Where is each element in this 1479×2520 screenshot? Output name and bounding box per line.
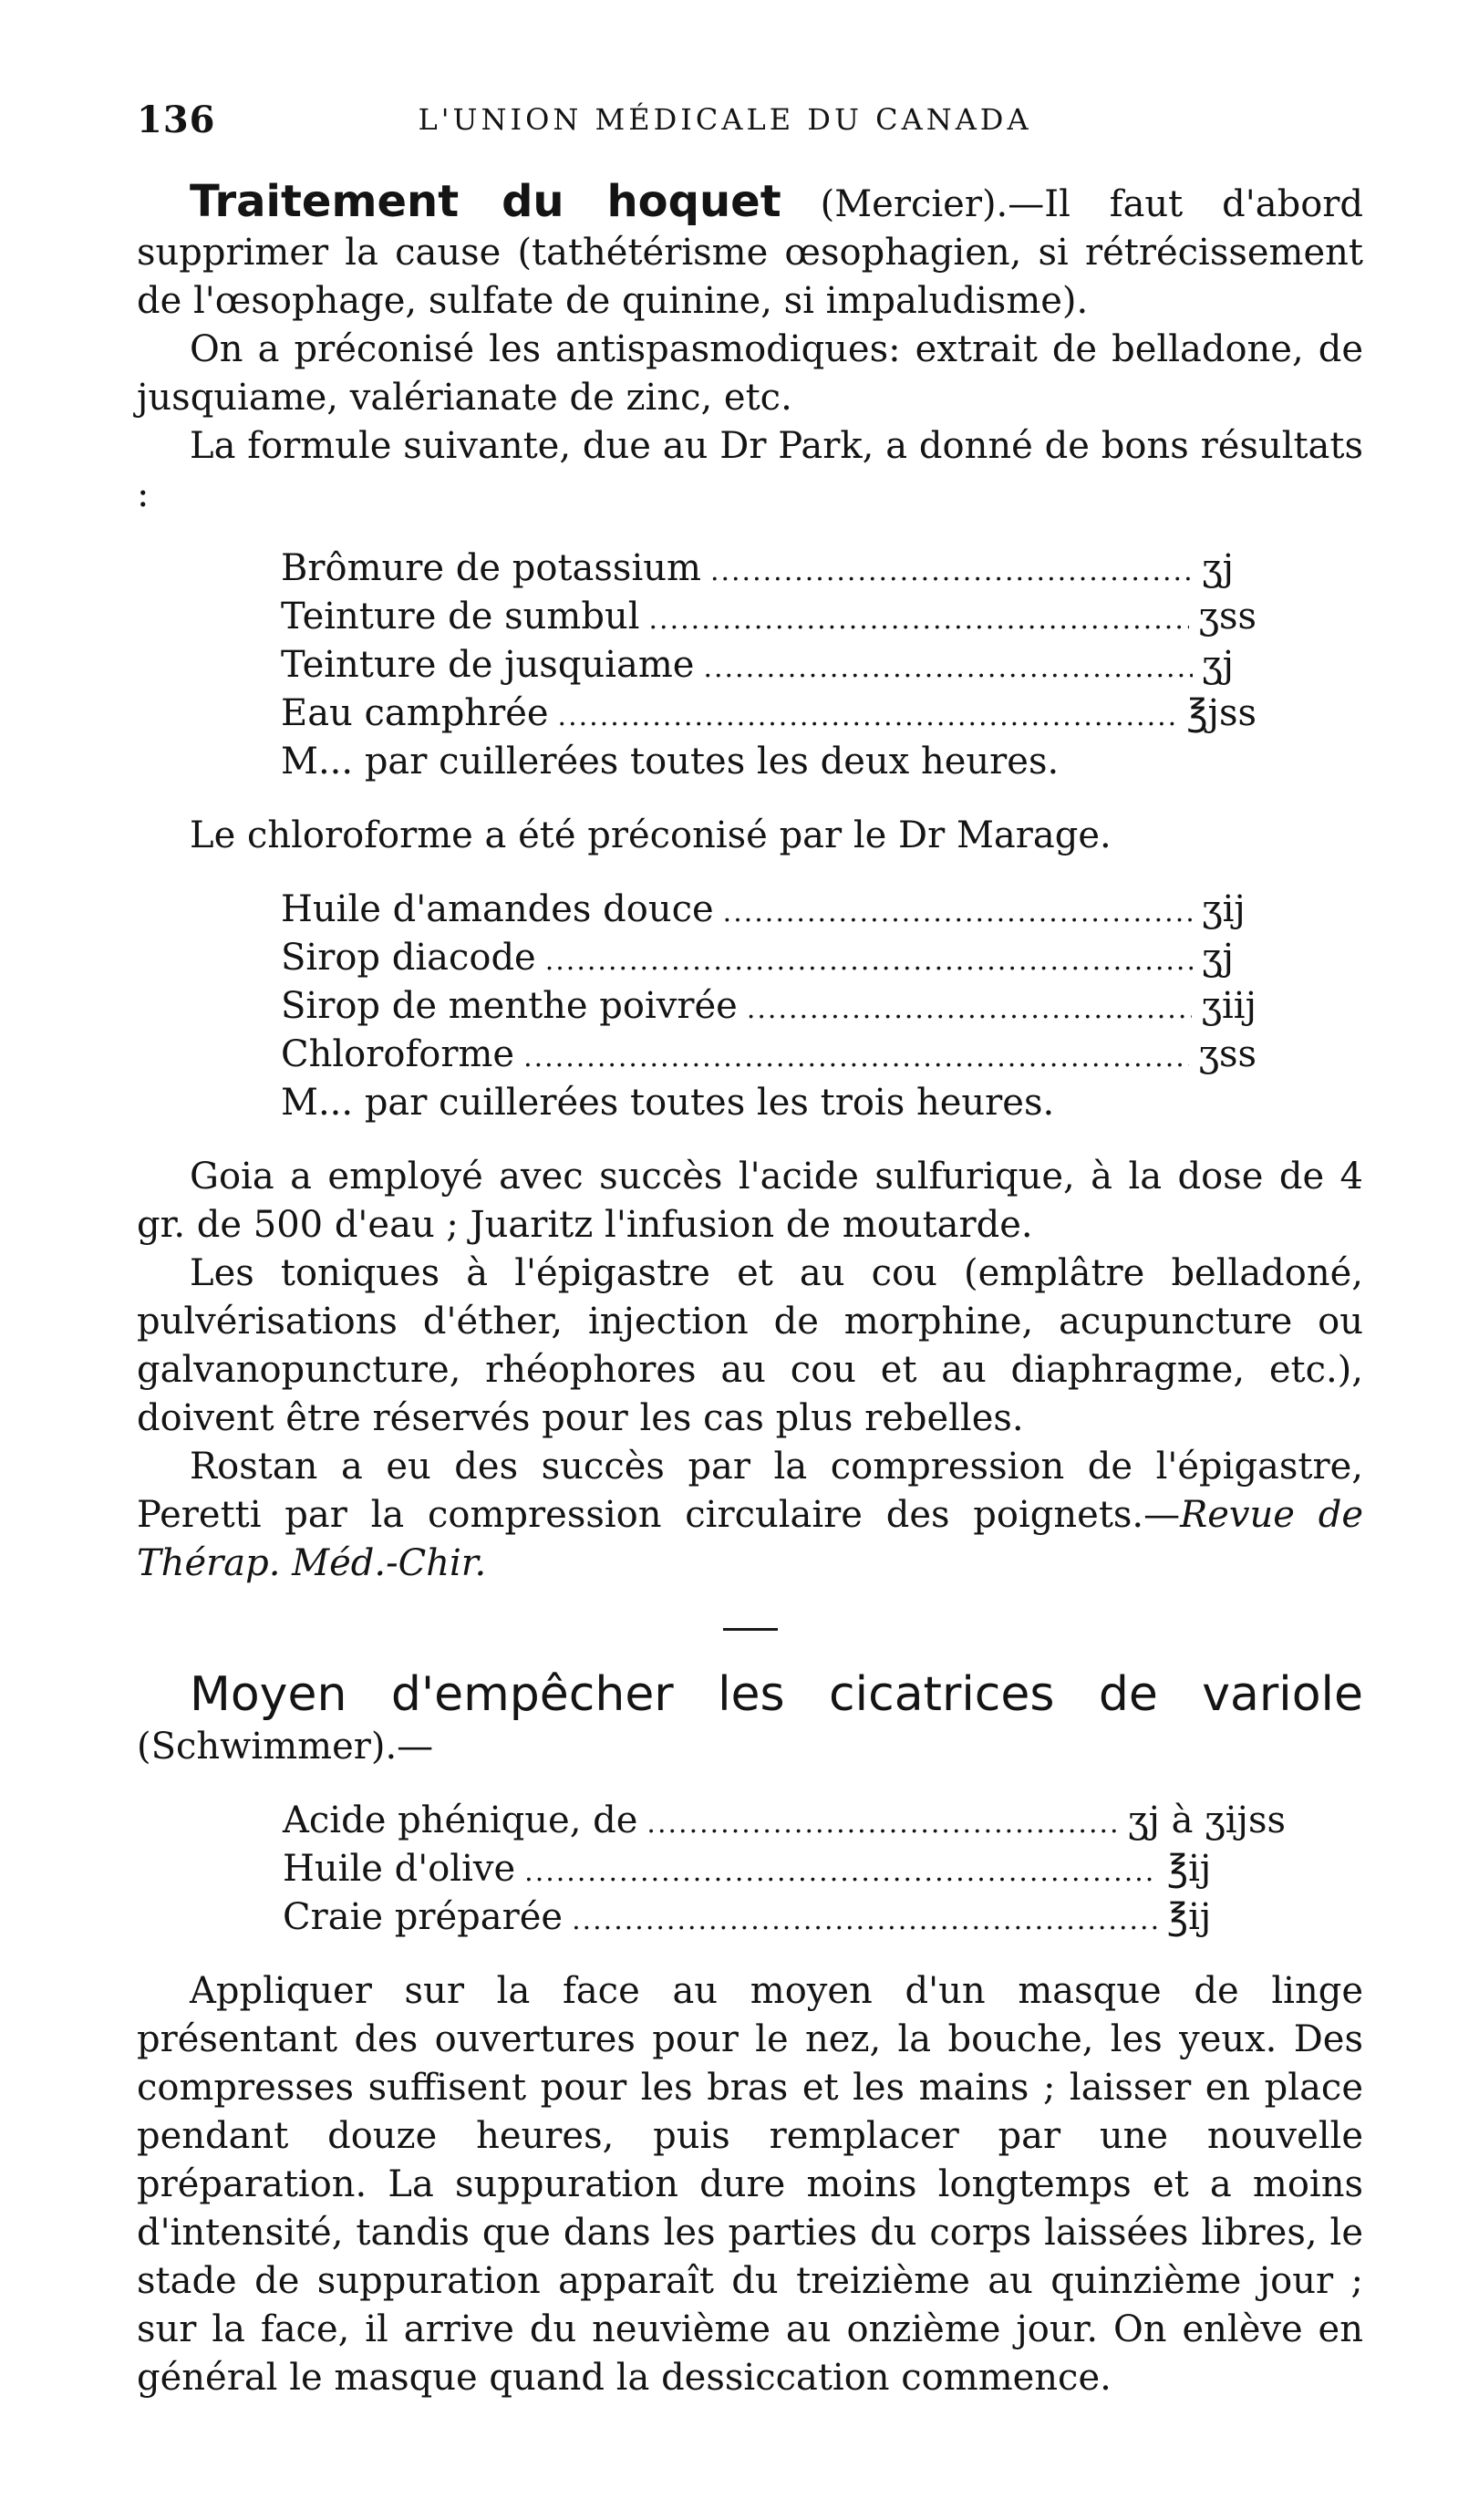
paragraph-formule-park: La formule suivante, due au Dr Park, a donné de bons résultats :: [137, 425, 1363, 515]
section-title-variole: Moyen d'empêcher les cicatrices de variole: [190, 1667, 1363, 1722]
dot-leader: [710, 547, 1193, 596]
ingredient-dose: ʒj: [1202, 937, 1234, 979]
ingredient-dose: ℥ij: [1167, 1848, 1212, 1890]
paragraph-masque: Appliquer sur la face au moyen d'un masque de linge présentant des ouvertures pour le nez, la bouche, les yeux. Des compresses suffisent pour les bras et les mains ; laisser en place pendant douze heures, puis remplacer par une nouvelle préparation. La suppuration dure moins longtemps et a moins d'intensité, tandis que dans les parties du corps laissées libres, le stade de suppuration apparaît du treizième au quinzième jour ; sur la face, il arrive du neuvième au onzième jour. On enlève en général le masque quand la dessiccation commence.: [137, 1970, 1363, 2399]
dot-leader: [572, 1896, 1158, 1944]
formula-row: [281, 886, 1257, 934]
dot-leader: [524, 1848, 1158, 1896]
ingredient-name: Sirop de menthe poivrée: [281, 985, 738, 1027]
formula-row: [281, 641, 1257, 690]
formula-row: [281, 1031, 1257, 1079]
dot-leader: [545, 937, 1193, 985]
page-number: 136: [137, 99, 216, 141]
paragraph-antispasmodiques: On a préconisé les antispasmodiques: extrait de belladone, de jusquiame, valérianate de zinc, etc.: [137, 328, 1363, 419]
page-header: [137, 99, 1313, 153]
paragraph-chloroforme: Le chloroforme a été préconisé par le Dr Marage.: [190, 814, 1112, 856]
ingredient-dose: ʒj: [1202, 644, 1234, 686]
dot-leader: [723, 888, 1193, 937]
formula-direction: M... par cuillerées toutes les deux heures.: [281, 741, 1060, 783]
ingredient-name: Teinture de sumbul: [281, 596, 640, 638]
article-body: [137, 178, 1363, 2402]
ingredient-name: Huile d'olive: [283, 1848, 516, 1890]
ingredient-name: Acide phénique, de: [283, 1799, 638, 1841]
formula-park: [281, 544, 1257, 786]
ingredient-dose: ℥ij: [1167, 1896, 1212, 1938]
formula-row: [281, 982, 1257, 1031]
formula-marage: [281, 886, 1257, 1127]
ingredient-name: Teinture de jusquiame: [281, 644, 695, 686]
ingredient-dose: ʒij: [1202, 888, 1246, 930]
dot-leader: [646, 1799, 1118, 1848]
formula-variole: [283, 1797, 1286, 1942]
ingredient-name: Brômure de potassium: [281, 547, 701, 589]
formula-direction: M... par cuillerées toutes les trois heures.: [281, 1082, 1055, 1124]
dot-leader: [558, 692, 1178, 741]
ingredient-name: Chloroforme: [281, 1033, 515, 1075]
formula-row: [281, 934, 1257, 982]
formula-row: [281, 544, 1257, 593]
paragraph-text: —Il faut d'abord supprimer la cause (tathétérisme œsophagien, si rétrécissement de l'œsophage, sulfate de quinine, si impaludisme).: [137, 183, 1364, 322]
ingredient-dose: ℥jss: [1186, 692, 1257, 734]
ingredient-dose: ʒss: [1198, 1033, 1257, 1075]
source-citation: Revue de Thérap. Méd.-Chir.: [137, 1494, 1363, 1584]
section-hoquet-intro: [137, 178, 1363, 326]
paragraph-rostan: [137, 1443, 1363, 1588]
formula-row: [281, 690, 1257, 738]
ingredient-dose: ʒiij: [1201, 985, 1257, 1027]
ingredient-dose: ʒss: [1198, 596, 1257, 638]
section-variole-intro: [137, 1667, 1363, 1771]
ingredient-dose: ʒj à ʒijss: [1127, 1799, 1286, 1841]
formula-row: [281, 593, 1257, 641]
paragraph-toniques: Les toniques à l'épigastre et au cou (emplâtre belladoné, pulvérisations d'éther, injection de morphine, acupuncture ou galvanopuncture, rhéophores au cou et au diaphragme, etc.), doivent être réservés pour les cas plus rebelles.: [137, 1252, 1363, 1439]
running-title: L'UNION MÉDICALE DU CANADA: [418, 102, 1032, 137]
ingredient-dose: ʒj: [1202, 547, 1234, 589]
section-author-hoquet: (Mercier).: [820, 183, 1008, 225]
section-title-hoquet: Traitement du hoquet: [190, 176, 781, 227]
paragraph-text: Rostan a eu des succès par la compression de l'épigastre, Peretti par la compression circulaire des poignets.—: [137, 1446, 1363, 1536]
paragraph-goia: Goia a employé avec succès l'acide sulfurique, à la dose de 4 gr. de 500 d'eau ; Juaritz l'infusion de moutarde.: [137, 1156, 1363, 1246]
section-author-variole: (Schwimmer).—: [137, 1726, 434, 1768]
formula-row: [283, 1845, 1286, 1893]
section-divider: [723, 1628, 778, 1631]
dot-leader: [747, 985, 1193, 1033]
ingredient-name: Huile d'amandes douce: [281, 888, 714, 930]
dot-leader: [649, 596, 1190, 644]
formula-row: [283, 1893, 1286, 1942]
ingredient-name: Eau camphrée: [281, 692, 549, 734]
ingredient-name: Craie préparée: [283, 1896, 564, 1938]
formula-row: [283, 1797, 1286, 1845]
ingredient-name: Sirop diacode: [281, 937, 536, 979]
dot-leader: [523, 1033, 1189, 1082]
dot-leader: [703, 644, 1193, 692]
